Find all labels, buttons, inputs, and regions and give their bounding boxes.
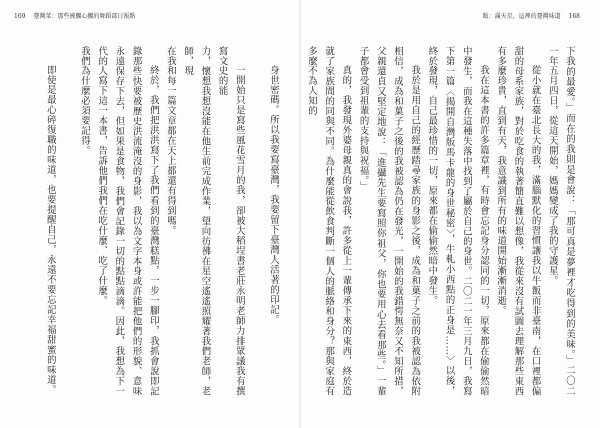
left-running-title: 臺灣菜：那些被擱心擱的舞蹈部日報點 <box>33 13 136 20</box>
right-paragraph: 下我的最愛。」而在的我則是會說：「那可真是夢裡才吃得到的美味。」二〇二一年五月四日，從這天開始，媽媽變成了我的守護星。 <box>546 46 575 396</box>
left-page-number: 169 <box>14 13 26 20</box>
right-page-body <box>305 46 578 396</box>
left-page-body <box>12 46 282 396</box>
right-paragraph: 從小就在臺北長大的我，滿腦默化的習慣讓我以牛飯而非臺南，在口裡都偏甜的母系家族，對於吃食的執著簡直難以想像，我從來沒有試圖去理解那些東西有多麼珍貴，直到有天，我意識到所有的味道開始漸漸消逝。 <box>495 46 541 396</box>
right-running-title: 跋：滿天星，這裡的臺灣味道 <box>482 13 561 20</box>
left-paragraph: 終於，我們把洪洪寫下了我們看到的臺灣糕點，一步一腳印，我抓會說即記錄那些快要被歷史洪流淹沒的身影，我以為文字本身或許能把他們的形貌、意味永遠保存下去，但如果是食物，我們會記錄一切的點點滴滴。因此，我想為下一代的人寫下這一本書，告訴他們我們在吃什麼、吃了什麼。 <box>96 46 159 396</box>
left-paragraph: 我們為什麼必須要記得。 <box>78 46 90 156</box>
left-page-header <box>14 11 141 20</box>
right-page-number: 168 <box>568 13 580 20</box>
left-paragraph: 力，懷想我想沒能在他生前完成作業，望向彷彿在星空遙遙照耀著我們老師，老師，現 <box>182 46 211 396</box>
left-paragraph: 即使是最心碎復職的味道，也要提醒自己，永遠不要忘記幸福甜蜜的味道。 <box>44 64 56 395</box>
left-paragraph: 身世密碼。所以我要寫臺灣，我要留下臺灣人活著的印記。 <box>268 64 279 325</box>
right-paragraph: 真的，我發現外婆母親真的會說我，許多從上一輩傳承下來的東西，終於造就了家族間的同與不同。為什麼能從飲食判斷一個人的脈絡和身分？那與家庭有多麼不為人知的 <box>305 46 352 396</box>
right-paragraph: 我於是用自己的經歷踏尋家族的身影之後，成為和菓子之前的我被認為依附相信，成為和菓子之後的我被認為仍在發光，一開始的我錯愕無奈又不知所措，父親還貞又堅定地說：「進攝先生要寫照你祖父，你也要用心去看那些。」一輩子都會受到祖輩的支持與祝福。」 <box>357 46 421 396</box>
left-paragraph: 一開始只是寫些風花雪月的我，卻被大稻埕書老莊永明老師力排眾議我有撰寫文史的能 <box>216 46 245 396</box>
right-page <box>300 0 600 428</box>
right-page-header <box>483 11 586 20</box>
right-paragraph: 我在這本書的許多篇章裡，有時會忘記身分認同的一切，原來都在偷偷然暗中發生，而我在這種失落中找到了屬於自己的身世。二〇二一年三月九日，我寫下第一篇〈揭開自灣版馬卡龍的身世秘密〉，牛軋小西點的正身是……〉以後，終於發現，自己最珍惜的一切，原來都在偷偷然暗中發生。 <box>426 46 489 396</box>
left-paragraph: 在我和每一篇文章都在天上都還有得到嗎。 <box>164 46 176 236</box>
